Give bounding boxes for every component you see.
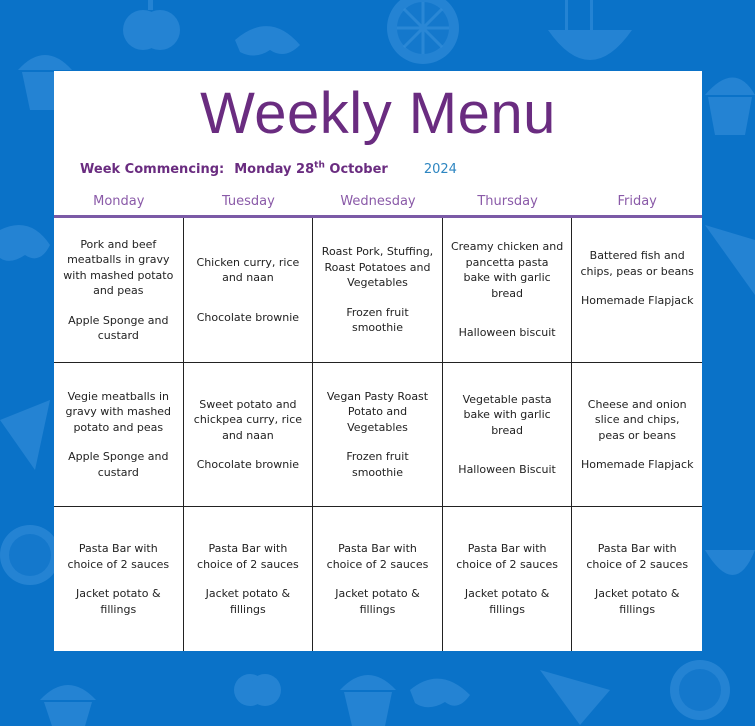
- day-headers: [54, 189, 702, 215]
- week-date: Monday 28th October: [234, 160, 388, 177]
- main-dish: Cheese and onion slice and chips, peas or beans: [587, 397, 687, 442]
- dessert: Chocolate brownie: [196, 458, 300, 471]
- croissant-icon: [235, 26, 300, 55]
- cupcake-icon: [40, 685, 96, 726]
- dessert: Jacket potato & fillings: [76, 587, 161, 616]
- menu-cell: [54, 507, 184, 651]
- menu-cell: [184, 363, 314, 507]
- dessert: Homemade Flapjack: [580, 458, 694, 471]
- menu-cell: [443, 363, 573, 507]
- menu-cell: [184, 507, 314, 651]
- main-dish: Pasta Bar with choice of 2 sauces: [326, 542, 429, 571]
- dessert: Jacket potato & fillings: [594, 587, 680, 616]
- dessert: Frozen fruit smoothie: [346, 305, 409, 335]
- main-dish: Pork and beef meatballs in gravy with mashed potato and peas: [63, 237, 174, 297]
- cupcake-icon: [340, 675, 396, 726]
- menu-cell: [572, 363, 702, 507]
- menu-card: [54, 71, 702, 651]
- menu-cell: [184, 218, 314, 363]
- dessert: Halloween Biscuit: [458, 463, 556, 476]
- week-year: 2024: [423, 162, 457, 177]
- dessert: Apple Sponge and custard: [68, 450, 169, 479]
- menu-cell: [443, 507, 573, 651]
- main-dish: Pasta Bar with choice of 2 sauces: [197, 542, 299, 571]
- orange-slice-icon: [387, 0, 459, 64]
- main-dish: Pasta Bar with choice of 2 sauces: [456, 542, 558, 571]
- noodle-bowl-icon: [548, 0, 632, 60]
- day-header-friday: Friday: [617, 194, 657, 209]
- main-dish: Vegetable pasta bake with garlic bread: [462, 392, 552, 437]
- orange-slice-icon: [0, 525, 60, 585]
- menu-cell: [54, 363, 184, 507]
- noodle-bowl-icon: [705, 550, 755, 575]
- orange-slice-icon: [670, 660, 730, 720]
- dessert: Jacket potato & fillings: [335, 587, 420, 616]
- menu-grid: [54, 218, 702, 651]
- main-dish: Vegan Pasty Roast Potato and Vegetables: [326, 389, 429, 434]
- week-commencing: [80, 162, 457, 182]
- pizza-slice-icon: [540, 670, 610, 725]
- dessert: Frozen fruit smoothie: [346, 450, 409, 479]
- menu-cell: [313, 218, 443, 363]
- day-header-monday: Monday: [93, 194, 145, 209]
- main-dish: Battered fish and chips, peas or beans: [580, 249, 694, 278]
- menu-cell: [54, 218, 184, 363]
- day-header-thursday: Thursday: [477, 194, 538, 209]
- menu-cell: [572, 507, 702, 651]
- menu-cell: [313, 363, 443, 507]
- dessert: Jacket potato & fillings: [205, 587, 291, 616]
- main-dish: Pasta Bar with choice of 2 sauces: [586, 542, 689, 571]
- main-dish: Pasta Bar with choice of 2 sauces: [67, 542, 170, 571]
- week-label: Week Commencing:: [80, 162, 225, 177]
- main-dish: Vegie meatballs in gravy with mashed potato and peas: [65, 389, 172, 434]
- dessert: Apple Sponge and custard: [68, 313, 169, 342]
- main-dish: Sweet potato and chickpea curry, rice and naan: [193, 397, 303, 442]
- dessert: Homemade Flapjack: [580, 294, 694, 307]
- dessert: Chocolate brownie: [196, 310, 300, 324]
- dessert: Jacket potato & fillings: [464, 587, 550, 616]
- main-dish: Chicken curry, rice and naan: [196, 255, 300, 285]
- croissant-icon: [0, 225, 50, 261]
- day-header-tuesday: Tuesday: [221, 194, 275, 209]
- apple-icon: [123, 0, 180, 50]
- main-dish: Roast Pork, Stuffing, Roast Potatoes and Vegetables: [321, 245, 434, 290]
- croissant-icon: [410, 679, 470, 708]
- menu-cell: [443, 218, 573, 363]
- menu-cell: [313, 507, 443, 651]
- menu-cell: [572, 218, 702, 363]
- apple-icon: [234, 674, 281, 706]
- cupcake-icon: [705, 78, 755, 136]
- day-header-wednesday: Wednesday: [340, 194, 416, 209]
- main-dish: Creamy chicken and pancetta pasta bake with garlic bread: [450, 240, 564, 300]
- pizza-slice-icon: [0, 400, 50, 470]
- pizza-slice-icon: [705, 225, 755, 295]
- dessert: Halloween biscuit: [458, 326, 556, 340]
- page-title: Weekly Menu: [200, 81, 556, 146]
